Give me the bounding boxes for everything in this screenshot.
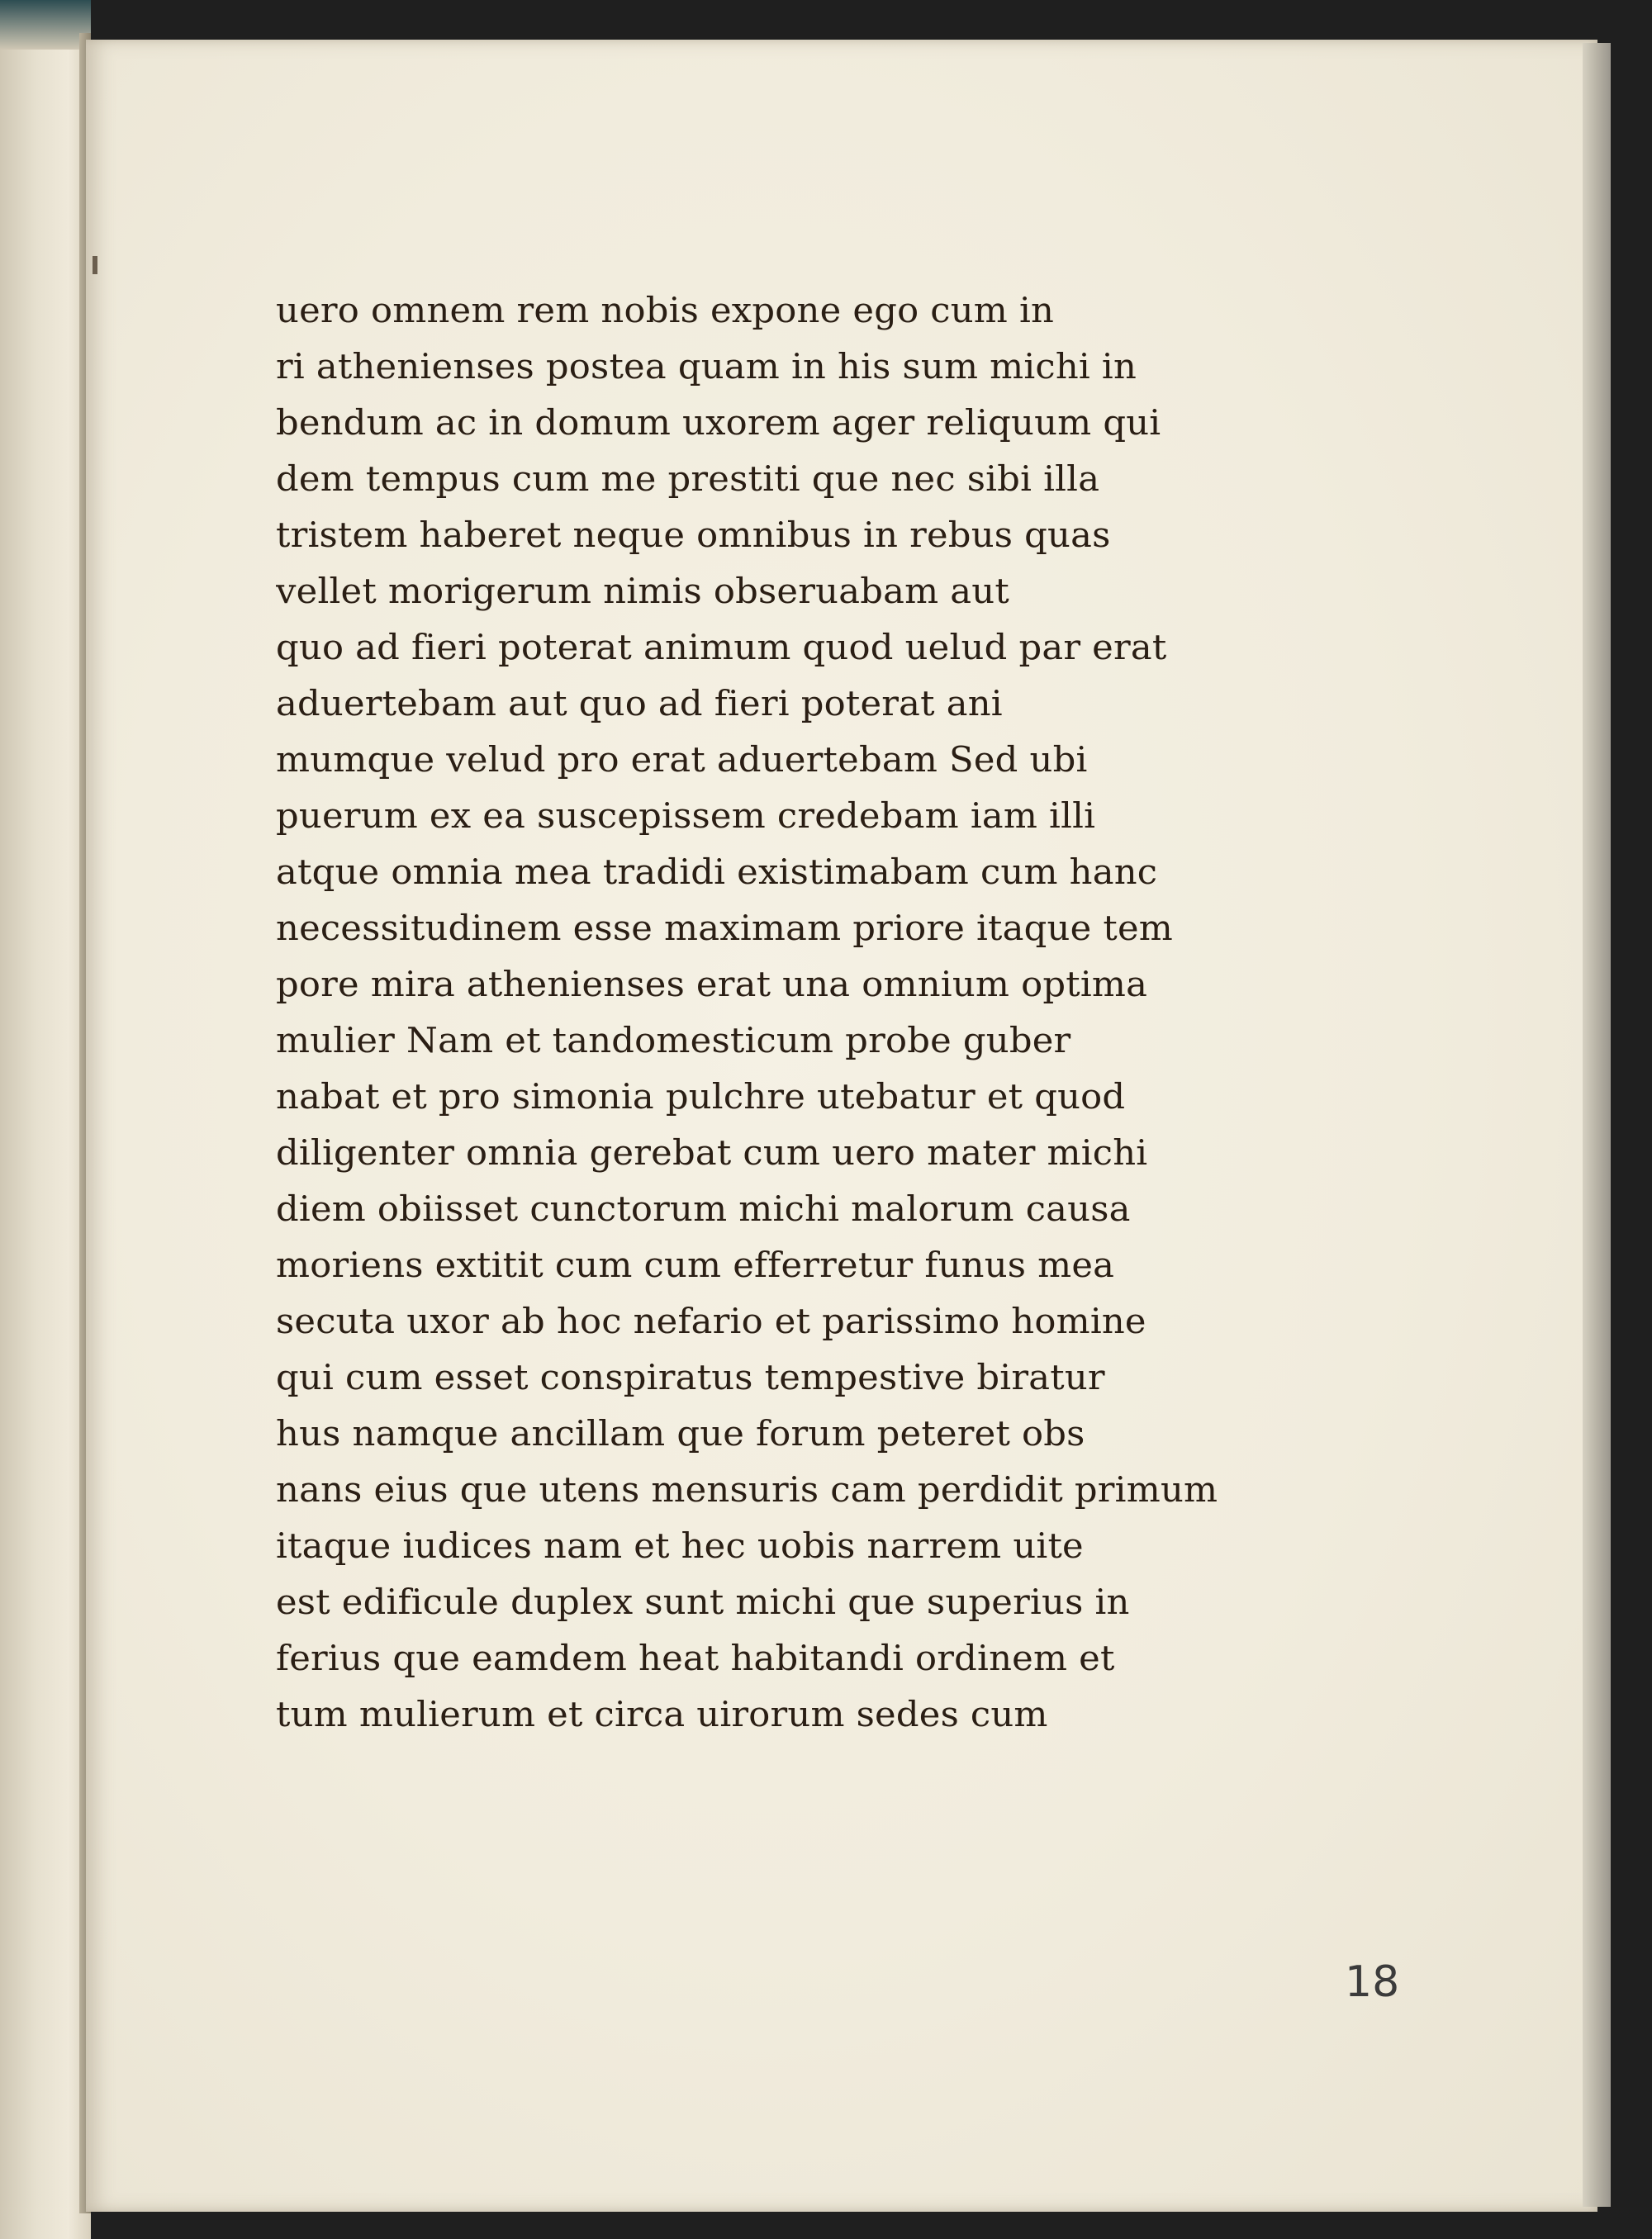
text-line: mulier Nam et tandomesticum probe guber <box>276 1020 1071 1060</box>
text-line: dem tempus cum me prestiti que nec sibi illa <box>276 458 1100 499</box>
text-line: tristem haberet neque omnibus in rebus quas <box>276 515 1111 555</box>
text-line: ferius que eamdem heat habitandi ordinem et <box>276 1638 1115 1678</box>
margin-mark <box>93 256 97 274</box>
text-line: pore mira athenienses erat una omnium optima <box>276 964 1148 1004</box>
folio-number: 18 <box>1345 1957 1400 2007</box>
text-line: moriens extitit cum cum efferretur funus mea <box>276 1245 1115 1285</box>
text-line: secuta uxor ab hoc nefario et parissimo homine <box>276 1301 1146 1341</box>
text-line: diem obiisset cunctorum michi malorum causa <box>276 1188 1131 1229</box>
text-line: bendum ac in domum uxorem ager reliquum qui <box>276 402 1161 443</box>
text-line: diligenter omnia gerebat cum uero mater michi <box>276 1132 1148 1173</box>
text-line: hus namque ancillam que forum peteret obs <box>276 1413 1085 1454</box>
text-line: puerum ex ea suscepissem credebam iam illi <box>276 795 1096 836</box>
text-line: vellet morigerum nimis obseruabam aut <box>276 571 1009 611</box>
text-line: est edificule duplex sunt michi que superius in <box>276 1582 1130 1622</box>
text-line: nans eius que utens mensuris cam perdidit primum <box>276 1469 1218 1510</box>
text-line: aduertebam aut quo ad fieri poterat ani <box>276 683 1003 723</box>
text-line: mumque velud pro erat aduertebam Sed ubi <box>276 739 1088 780</box>
page-fore-edge <box>1583 43 1611 2207</box>
binding-tab <box>0 0 91 50</box>
text-line: quo ad fieri poterat animum quod uelud par erat <box>276 627 1167 667</box>
text-line: necessitudinem esse maximam priore itaque tem <box>276 908 1174 948</box>
text-line: atque omnia mea tradidi existimabam cum hanc <box>276 851 1158 892</box>
text-line: nabat et pro simonia pulchre utebatur et quod <box>276 1076 1126 1117</box>
previous-leaf-edge <box>0 0 91 2239</box>
text-line: qui cum esset conspiratus tempestive biratur <box>276 1357 1105 1397</box>
text-line: itaque iudices nam et hec uobis narrem uite <box>276 1525 1084 1566</box>
text-line: ri athenienses postea quam in his sum michi in <box>276 346 1137 387</box>
text-line: uero omnem rem nobis expone ego cum in <box>276 290 1055 330</box>
manuscript-text-block <box>276 282 1267 1743</box>
text-line: tum mulierum et circa uirorum sedes cum <box>276 1694 1048 1734</box>
